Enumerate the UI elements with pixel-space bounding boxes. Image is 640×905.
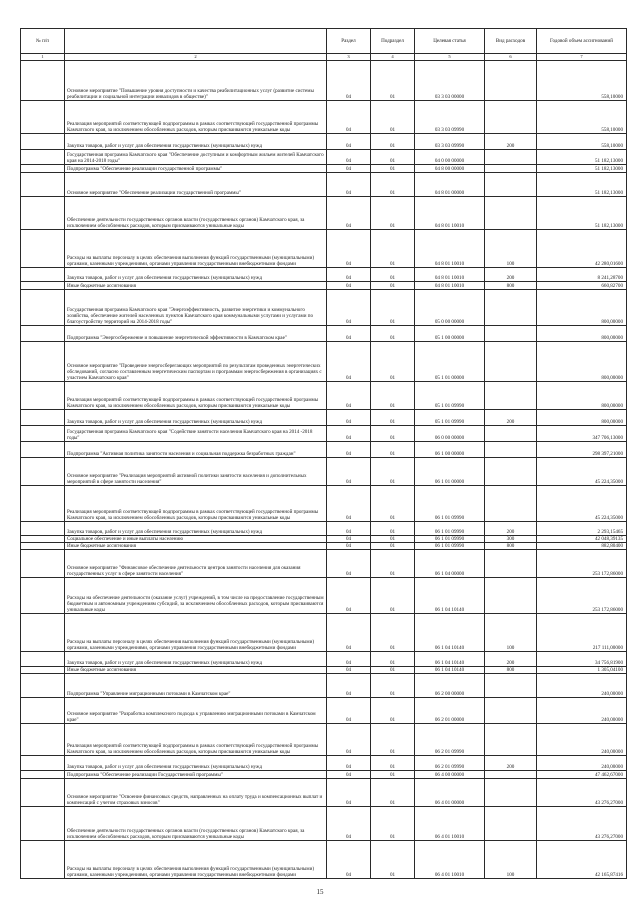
row-vr-cell: 200 bbox=[485, 134, 537, 150]
row-num-cell bbox=[21, 197, 65, 230]
row-amount-cell: 800,00000 bbox=[537, 290, 627, 326]
row-vr-cell bbox=[485, 458, 537, 486]
row-section-cell: 04 bbox=[327, 268, 371, 282]
row-subsection-cell: 01 bbox=[371, 268, 415, 282]
row-target-cell: 05 1 01 00000 bbox=[415, 342, 485, 382]
row-subsection-cell: 01 bbox=[371, 173, 415, 197]
row-num-cell bbox=[21, 667, 65, 674]
table-row bbox=[21, 382, 627, 410]
row-vr-cell: 200 bbox=[485, 268, 537, 282]
table-row bbox=[21, 173, 627, 197]
row-num-cell bbox=[21, 342, 65, 382]
row-num-cell bbox=[21, 724, 65, 756]
row-name-cell: Государственная программа Камчатского края "Содействие занятости населения Камчатского края на 2014 -2018 годы" bbox=[65, 426, 327, 442]
row-subsection-cell: 01 bbox=[371, 458, 415, 486]
row-amount-cell: 42 165,87416 bbox=[537, 841, 627, 879]
row-vr-cell bbox=[485, 724, 537, 756]
row-num-cell bbox=[21, 458, 65, 486]
row-subsection-cell: 01 bbox=[371, 342, 415, 382]
row-amount-cell: 51 182,13000 bbox=[537, 173, 627, 197]
row-vr-cell bbox=[485, 771, 537, 779]
row-amount-cell: 800,00000 bbox=[537, 410, 627, 426]
row-vr-cell bbox=[485, 342, 537, 382]
row-vr-cell bbox=[485, 698, 537, 724]
row-num-cell bbox=[21, 698, 65, 724]
table-row bbox=[21, 134, 627, 150]
row-section-cell: 04 bbox=[327, 674, 371, 698]
header-vr: Вид расходов bbox=[485, 29, 537, 54]
row-target-cell: 06 1 04 00000 bbox=[415, 550, 485, 578]
table-row bbox=[21, 410, 627, 426]
table-row bbox=[21, 268, 627, 282]
row-vr-cell bbox=[485, 486, 537, 522]
row-num-cell bbox=[21, 61, 65, 101]
row-amount-cell: 558,10000 bbox=[537, 101, 627, 134]
row-target-cell: 03 3 03 09990 bbox=[415, 134, 485, 150]
row-section-cell: 04 bbox=[327, 382, 371, 410]
row-subsection-cell: 01 bbox=[371, 61, 415, 101]
row-num-cell bbox=[21, 165, 65, 173]
row-target-cell: 06 2 00 00000 bbox=[415, 674, 485, 698]
row-num-cell bbox=[21, 282, 65, 290]
header-target: Целевая статья bbox=[415, 29, 485, 54]
row-num-cell bbox=[21, 578, 65, 614]
row-target-cell: 06 0 00 00000 bbox=[415, 426, 485, 442]
row-amount-cell: 42 048,39135 bbox=[537, 536, 627, 543]
table-row bbox=[21, 61, 627, 101]
row-name-cell: Закупка товаров, работ и услуг для обеспечения государственных (муниципальных) нужд bbox=[65, 756, 327, 771]
row-target-cell: 04 8 01 10010 bbox=[415, 268, 485, 282]
row-subsection-cell: 01 bbox=[371, 536, 415, 543]
row-target-cell: 04 8 01 10010 bbox=[415, 197, 485, 230]
row-num-cell bbox=[21, 614, 65, 652]
row-amount-cell: 43 276,27000 bbox=[537, 779, 627, 807]
table-row bbox=[21, 578, 627, 614]
table-row bbox=[21, 290, 627, 326]
row-name-cell: Иные бюджетные ассигнования bbox=[65, 667, 327, 674]
row-target-cell: 06 1 04 10140 bbox=[415, 667, 485, 674]
row-vr-cell bbox=[485, 290, 537, 326]
row-target-cell: 06 1 04 10140 bbox=[415, 614, 485, 652]
row-num-cell bbox=[21, 779, 65, 807]
row-subsection-cell: 01 bbox=[371, 841, 415, 879]
row-target-cell: 03 3 03 09990 bbox=[415, 101, 485, 134]
row-vr-cell: 200 bbox=[485, 756, 537, 771]
row-vr-cell bbox=[485, 442, 537, 458]
row-name-cell: Обеспечение деятельности государственных органов власти (государственных органов) Камчатского края, за исключением обособленных расходов, которым присваиваются уникальные коды bbox=[65, 197, 327, 230]
row-num-cell bbox=[21, 486, 65, 522]
row-target-cell: 06 2 01 09990 bbox=[415, 756, 485, 771]
row-section-cell: 04 bbox=[327, 230, 371, 268]
row-name-cell: Расходы на обеспечение деятельности (оказание услуг) учреждений, в том числе на предоставление государственным бюджетным и автономным учреждениям субсидий, за исключением обособленных расходов, которым присваиваются уникальные коды bbox=[65, 578, 327, 614]
row-subsection-cell: 01 bbox=[371, 807, 415, 841]
row-section-cell: 04 bbox=[327, 841, 371, 879]
table-row bbox=[21, 165, 627, 173]
row-subsection-cell: 01 bbox=[371, 522, 415, 536]
row-vr-cell: 100 bbox=[485, 230, 537, 268]
row-name-cell: Иные бюджетные ассигнования bbox=[65, 543, 327, 550]
row-name-cell: Закупка товаров, работ и услуг для обеспечения государственных (муниципальных) нужд bbox=[65, 652, 327, 667]
row-num-cell bbox=[21, 173, 65, 197]
row-num-cell bbox=[21, 807, 65, 841]
row-amount-cell: 800,00000 bbox=[537, 342, 627, 382]
row-section-cell: 04 bbox=[327, 698, 371, 724]
row-section-cell: 04 bbox=[327, 522, 371, 536]
row-section-cell: 04 bbox=[327, 197, 371, 230]
row-name-cell: Государственная программа Камчатского края "Энергоэффективность, развитие энергетики и коммунального хозяйства, обеспечение жителей населенных пунктов Камчатского края коммунальными услугами и услугами по благоустройству территорий на 2014-2018 годы" bbox=[65, 290, 327, 326]
row-name-cell: Реализация мероприятий соответствующей подпрограммы в рамках соответствующей государственной программы Камчатского края, за исключением обособленных расходов, которым присваиваются уникальные коды bbox=[65, 382, 327, 410]
table-row bbox=[21, 442, 627, 458]
table-row bbox=[21, 522, 627, 536]
row-name-cell: Основное мероприятие "Разработка комплексного подхода к управлению миграционными потоками в Камчатском крае" bbox=[65, 698, 327, 724]
row-amount-cell: 800,00000 bbox=[537, 326, 627, 342]
row-section-cell: 04 bbox=[327, 426, 371, 442]
row-section-cell: 04 bbox=[327, 536, 371, 543]
budget-table-sheet bbox=[20, 28, 626, 879]
column-number: 7 bbox=[537, 54, 627, 61]
table-row bbox=[21, 771, 627, 779]
row-name-cell: Социальное обеспечение и иные выплаты населению bbox=[65, 536, 327, 543]
row-amount-cell: 45 224,35000 bbox=[537, 486, 627, 522]
page-number: 15 bbox=[316, 888, 324, 896]
row-name-cell: Расходы на выплаты персоналу в целях обеспечения выполнения функций государственными (муниципальными) органами, казенными учреждениями, органами управления государственными внебюджетными фондами bbox=[65, 230, 327, 268]
row-num-cell bbox=[21, 410, 65, 426]
table-row bbox=[21, 779, 627, 807]
table-row bbox=[21, 756, 627, 771]
row-section-cell: 04 bbox=[327, 134, 371, 150]
row-amount-cell: 558,10000 bbox=[537, 61, 627, 101]
row-subsection-cell: 01 bbox=[371, 101, 415, 134]
row-name-cell: Закупка товаров, работ и услуг для обеспечения государственных (муниципальных) нужд bbox=[65, 134, 327, 150]
row-num-cell bbox=[21, 230, 65, 268]
row-vr-cell bbox=[485, 674, 537, 698]
row-subsection-cell: 01 bbox=[371, 614, 415, 652]
row-num-cell bbox=[21, 150, 65, 165]
row-name-cell: Подпрограмма "Энергосбережение и повышение энергетической эффективности в Камчатском крае" bbox=[65, 326, 327, 342]
row-name-cell: Иные бюджетные ассигнования bbox=[65, 282, 327, 290]
table-row bbox=[21, 101, 627, 134]
row-subsection-cell: 01 bbox=[371, 578, 415, 614]
row-name-cell: Закупка товаров, работ и услуг для обеспечения государственных (муниципальных) нужд bbox=[65, 522, 327, 536]
row-subsection-cell: 01 bbox=[371, 550, 415, 578]
row-target-cell: 04 8 01 00000 bbox=[415, 173, 485, 197]
row-num-cell bbox=[21, 543, 65, 550]
row-amount-cell: 51 182,13000 bbox=[537, 165, 627, 173]
row-subsection-cell: 01 bbox=[371, 426, 415, 442]
table-row bbox=[21, 536, 627, 543]
row-name-cell: Закупка товаров, работ и услуг для обеспечения государственных (муниципальных) нужд bbox=[65, 268, 327, 282]
row-amount-cell: 8 241,28700 bbox=[537, 268, 627, 282]
row-name-cell: Основное мероприятие "Реализация мероприятий активной политики занятости населения и дополнительных мероприятий в сфере занятости населения" bbox=[65, 458, 327, 486]
row-subsection-cell: 01 bbox=[371, 326, 415, 342]
row-target-cell: 05 1 01 09990 bbox=[415, 382, 485, 410]
table-row bbox=[21, 674, 627, 698]
row-amount-cell: 45 224,35000 bbox=[537, 458, 627, 486]
row-target-cell: 06 1 01 09990 bbox=[415, 486, 485, 522]
row-amount-cell: 240,00000 bbox=[537, 698, 627, 724]
row-subsection-cell: 01 bbox=[371, 543, 415, 550]
budget-table bbox=[20, 28, 627, 879]
table-row bbox=[21, 724, 627, 756]
row-target-cell: 05 1 00 00000 bbox=[415, 326, 485, 342]
row-name-cell: Основное мероприятие "Освоение финансовых средств, направленных на оплату труда и компенсационных выплат и компенсаций с учетом страховых взносов" bbox=[65, 779, 327, 807]
row-name-cell: Подпрограмма "Обеспечение реализации государственной программы" bbox=[65, 165, 327, 173]
row-num-cell bbox=[21, 536, 65, 543]
header-row bbox=[21, 29, 627, 54]
row-name-cell: Реализация мероприятий соответствующей подпрограммы в рамках соответствующей государственной программы Камчатского края, за исключением обособленных расходов, которым присваиваются уникальные коды bbox=[65, 486, 327, 522]
row-target-cell: 06 4 01 00000 bbox=[415, 779, 485, 807]
row-vr-cell: 300 bbox=[485, 536, 537, 543]
row-subsection-cell: 01 bbox=[371, 134, 415, 150]
row-target-cell: 06 4 01 10010 bbox=[415, 807, 485, 841]
column-number: 1 bbox=[21, 54, 65, 61]
row-name-cell: Обеспечение деятельности государственных органов власти (государственных органов) Камчатского края, за исключением обособленных расходов, которым присваиваются уникальные коды bbox=[65, 807, 327, 841]
row-section-cell: 04 bbox=[327, 458, 371, 486]
row-num-cell bbox=[21, 290, 65, 326]
row-num-cell bbox=[21, 268, 65, 282]
row-name-cell: Реализация мероприятий соответствующей подпрограммы в рамках соответствующей государственной программы Камчатского края, за исключением обособленных расходов, которым присваиваются уникальные коды bbox=[65, 101, 327, 134]
row-num-cell bbox=[21, 652, 65, 667]
row-name-cell: Расходы на выплаты персоналу в целях обеспечения выполнения функций государственными (муниципальными) органами, казенными учреждениями, органами управления государственными внебюджетными фондами bbox=[65, 614, 327, 652]
row-vr-cell: 800 bbox=[485, 667, 537, 674]
row-num-cell bbox=[21, 550, 65, 578]
row-target-cell: 06 1 04 10140 bbox=[415, 578, 485, 614]
table-row bbox=[21, 342, 627, 382]
row-target-cell: 06 1 01 09990 bbox=[415, 543, 485, 550]
row-vr-cell: 200 bbox=[485, 410, 537, 426]
row-target-cell: 06 1 01 09990 bbox=[415, 522, 485, 536]
row-name-cell: Основное мероприятие "Повышение уровня доступности и качества реабилитационных услуг (развитие системы реабилитации и социальной интеграции инвалидов в обществе)" bbox=[65, 61, 327, 101]
table-row bbox=[21, 230, 627, 268]
row-vr-cell bbox=[485, 173, 537, 197]
row-vr-cell bbox=[485, 550, 537, 578]
row-num-cell bbox=[21, 326, 65, 342]
row-name-cell: Подпрограмма "Активная политика занятости населения и социальная поддержка безработных граждан" bbox=[65, 442, 327, 458]
row-subsection-cell: 01 bbox=[371, 282, 415, 290]
row-subsection-cell: 01 bbox=[371, 652, 415, 667]
row-amount-cell: 42 280,01600 bbox=[537, 230, 627, 268]
row-amount-cell: 1 305,04100 bbox=[537, 667, 627, 674]
row-target-cell: 06 1 01 00000 bbox=[415, 458, 485, 486]
row-amount-cell: 660,82700 bbox=[537, 282, 627, 290]
row-target-cell: 04 8 00 00000 bbox=[415, 165, 485, 173]
row-section-cell: 04 bbox=[327, 326, 371, 342]
row-target-cell: 05 0 00 00000 bbox=[415, 290, 485, 326]
column-number: 6 bbox=[485, 54, 537, 61]
row-num-cell bbox=[21, 522, 65, 536]
header-amount: Годовой объем ассигнований bbox=[537, 29, 627, 54]
table-row bbox=[21, 458, 627, 486]
row-name-cell: Закупка товаров, работ и услуг для обеспечения государственных (муниципальных) нужд bbox=[65, 410, 327, 426]
row-subsection-cell: 01 bbox=[371, 382, 415, 410]
row-subsection-cell: 01 bbox=[371, 165, 415, 173]
row-section-cell: 04 bbox=[327, 667, 371, 674]
row-section-cell: 04 bbox=[327, 771, 371, 779]
row-section-cell: 04 bbox=[327, 173, 371, 197]
row-amount-cell: 240,00000 bbox=[537, 724, 627, 756]
row-subsection-cell: 01 bbox=[371, 779, 415, 807]
row-section-cell: 04 bbox=[327, 101, 371, 134]
header-name bbox=[65, 29, 327, 54]
row-target-cell: 06 4 00 00000 bbox=[415, 771, 485, 779]
row-subsection-cell: 01 bbox=[371, 674, 415, 698]
column-number: 3 bbox=[327, 54, 371, 61]
row-num-cell bbox=[21, 101, 65, 134]
column-number: 2 bbox=[65, 54, 327, 61]
row-section-cell: 04 bbox=[327, 486, 371, 522]
table-row bbox=[21, 197, 627, 230]
table-row bbox=[21, 326, 627, 342]
row-amount-cell: 253 172,86000 bbox=[537, 578, 627, 614]
row-amount-cell: 800,00000 bbox=[537, 382, 627, 410]
row-amount-cell: 240,00000 bbox=[537, 756, 627, 771]
row-subsection-cell: 01 bbox=[371, 197, 415, 230]
row-subsection-cell: 01 bbox=[371, 150, 415, 165]
row-vr-cell: 200 bbox=[485, 652, 537, 667]
row-num-cell bbox=[21, 442, 65, 458]
column-number: 5 bbox=[415, 54, 485, 61]
row-vr-cell bbox=[485, 578, 537, 614]
row-subsection-cell: 01 bbox=[371, 442, 415, 458]
row-amount-cell: 558,10000 bbox=[537, 134, 627, 150]
row-num-cell bbox=[21, 771, 65, 779]
row-subsection-cell: 01 bbox=[371, 667, 415, 674]
row-target-cell: 06 1 00 00000 bbox=[415, 442, 485, 458]
table-row bbox=[21, 807, 627, 841]
header-section: Раздел bbox=[327, 29, 371, 54]
row-vr-cell bbox=[485, 150, 537, 165]
table-row bbox=[21, 550, 627, 578]
row-vr-cell: 800 bbox=[485, 282, 537, 290]
table-row bbox=[21, 426, 627, 442]
row-name-cell: Основное мероприятие "Проведение энергосберегающих мероприятий по результатам проведенных энергетических обследований, согласно составленным энергетическим паспортам и программам энергосбережения в организациях с участием Камчатского края" bbox=[65, 342, 327, 382]
row-section-cell: 04 bbox=[327, 61, 371, 101]
row-vr-cell bbox=[485, 326, 537, 342]
row-target-cell: 06 2 01 09990 bbox=[415, 724, 485, 756]
row-vr-cell bbox=[485, 426, 537, 442]
row-vr-cell bbox=[485, 779, 537, 807]
table-row bbox=[21, 543, 627, 550]
row-section-cell: 04 bbox=[327, 282, 371, 290]
row-target-cell: 06 1 01 09990 bbox=[415, 536, 485, 543]
row-subsection-cell: 01 bbox=[371, 230, 415, 268]
row-subsection-cell: 01 bbox=[371, 698, 415, 724]
row-section-cell: 04 bbox=[327, 442, 371, 458]
row-amount-cell: 47 462,67000 bbox=[537, 771, 627, 779]
row-amount-cell: 347 706,13000 bbox=[537, 426, 627, 442]
row-target-cell: 06 4 01 10010 bbox=[415, 841, 485, 879]
row-amount-cell: 240,00000 bbox=[537, 674, 627, 698]
row-subsection-cell: 01 bbox=[371, 771, 415, 779]
row-section-cell: 04 bbox=[327, 550, 371, 578]
table-row bbox=[21, 614, 627, 652]
table-row bbox=[21, 486, 627, 522]
row-section-cell: 04 bbox=[327, 150, 371, 165]
row-name-cell: Реализация мероприятий соответствующей подпрограммы в рамках соответствующей государственной программы Камчатского края, за исключением обособленных расходов, которым присваиваются уникальные коды bbox=[65, 724, 327, 756]
row-section-cell: 04 bbox=[327, 342, 371, 382]
row-section-cell: 04 bbox=[327, 807, 371, 841]
row-amount-cell: 253 172,86000 bbox=[537, 550, 627, 578]
row-num-cell bbox=[21, 674, 65, 698]
row-name-cell: Государственная программа Камчатского края "Обеспечение доступным и комфортным жильем жителей Камчатского края на 2014-2018 годы" bbox=[65, 150, 327, 165]
row-target-cell: 04 8 01 10010 bbox=[415, 230, 485, 268]
row-amount-cell: 882,80400 bbox=[537, 543, 627, 550]
row-amount-cell: 34 756,81900 bbox=[537, 652, 627, 667]
row-amount-cell: 51 182,13000 bbox=[537, 150, 627, 165]
row-vr-cell: 200 bbox=[485, 522, 537, 536]
row-vr-cell bbox=[485, 197, 537, 230]
row-target-cell: 05 1 01 09990 bbox=[415, 410, 485, 426]
row-amount-cell: 298 397,21000 bbox=[537, 442, 627, 458]
row-num-cell bbox=[21, 134, 65, 150]
row-name-cell: Подпрограмма "Обеспечение реализации Государственной программы" bbox=[65, 771, 327, 779]
row-name-cell: Расходы на выплаты персоналу в целях обеспечения выполнения функций государственными (муниципальными) органами, казенными учреждениями, органами управления государственными внебюджетными фондами bbox=[65, 841, 327, 879]
column-numbers-row bbox=[21, 54, 627, 61]
row-section-cell: 04 bbox=[327, 290, 371, 326]
row-amount-cell: 51 182,13000 bbox=[537, 197, 627, 230]
row-section-cell: 04 bbox=[327, 614, 371, 652]
row-vr-cell bbox=[485, 807, 537, 841]
row-subsection-cell: 01 bbox=[371, 486, 415, 522]
row-subsection-cell: 01 bbox=[371, 724, 415, 756]
row-name-cell: Подпрограмма "Управление миграционными потоками в Камчатском крае" bbox=[65, 674, 327, 698]
row-section-cell: 04 bbox=[327, 756, 371, 771]
row-target-cell: 06 2 01 00000 bbox=[415, 698, 485, 724]
row-num-cell bbox=[21, 841, 65, 879]
column-number: 4 bbox=[371, 54, 415, 61]
row-amount-cell: 43 276,27000 bbox=[537, 807, 627, 841]
row-vr-cell bbox=[485, 61, 537, 101]
table-row bbox=[21, 667, 627, 674]
table-row bbox=[21, 652, 627, 667]
row-target-cell: 04 8 01 10010 bbox=[415, 282, 485, 290]
row-section-cell: 04 bbox=[327, 543, 371, 550]
row-target-cell: 06 1 04 10140 bbox=[415, 652, 485, 667]
row-target-cell: 03 3 03 00000 bbox=[415, 61, 485, 101]
header-subsection: Подраздел bbox=[371, 29, 415, 54]
table-row bbox=[21, 841, 627, 879]
row-name-cell: Основное мероприятие "Финансовое обеспечение деятельности центров занятости населения для оказания государственных услуг в сфере занятости населения" bbox=[65, 550, 327, 578]
row-target-cell: 04 0 00 00000 bbox=[415, 150, 485, 165]
row-name-cell: Основное мероприятие "Обеспечение реализации государственной программы" bbox=[65, 173, 327, 197]
row-section-cell: 04 bbox=[327, 652, 371, 667]
row-vr-cell bbox=[485, 165, 537, 173]
row-subsection-cell: 01 bbox=[371, 290, 415, 326]
row-num-cell bbox=[21, 382, 65, 410]
table-row bbox=[21, 698, 627, 724]
row-section-cell: 04 bbox=[327, 724, 371, 756]
row-section-cell: 04 bbox=[327, 410, 371, 426]
row-section-cell: 04 bbox=[327, 779, 371, 807]
row-num-cell bbox=[21, 426, 65, 442]
row-vr-cell bbox=[485, 382, 537, 410]
row-amount-cell: 217 111,00000 bbox=[537, 614, 627, 652]
row-section-cell: 04 bbox=[327, 578, 371, 614]
table-row bbox=[21, 150, 627, 165]
row-vr-cell: 100 bbox=[485, 614, 537, 652]
row-vr-cell: 800 bbox=[485, 543, 537, 550]
row-amount-cell: 2 293,15465 bbox=[537, 522, 627, 536]
row-vr-cell: 100 bbox=[485, 841, 537, 879]
header-num: № п/п bbox=[21, 29, 65, 54]
row-subsection-cell: 01 bbox=[371, 410, 415, 426]
row-subsection-cell: 01 bbox=[371, 756, 415, 771]
row-num-cell bbox=[21, 756, 65, 771]
row-vr-cell bbox=[485, 101, 537, 134]
row-section-cell: 04 bbox=[327, 165, 371, 173]
table-row bbox=[21, 282, 627, 290]
